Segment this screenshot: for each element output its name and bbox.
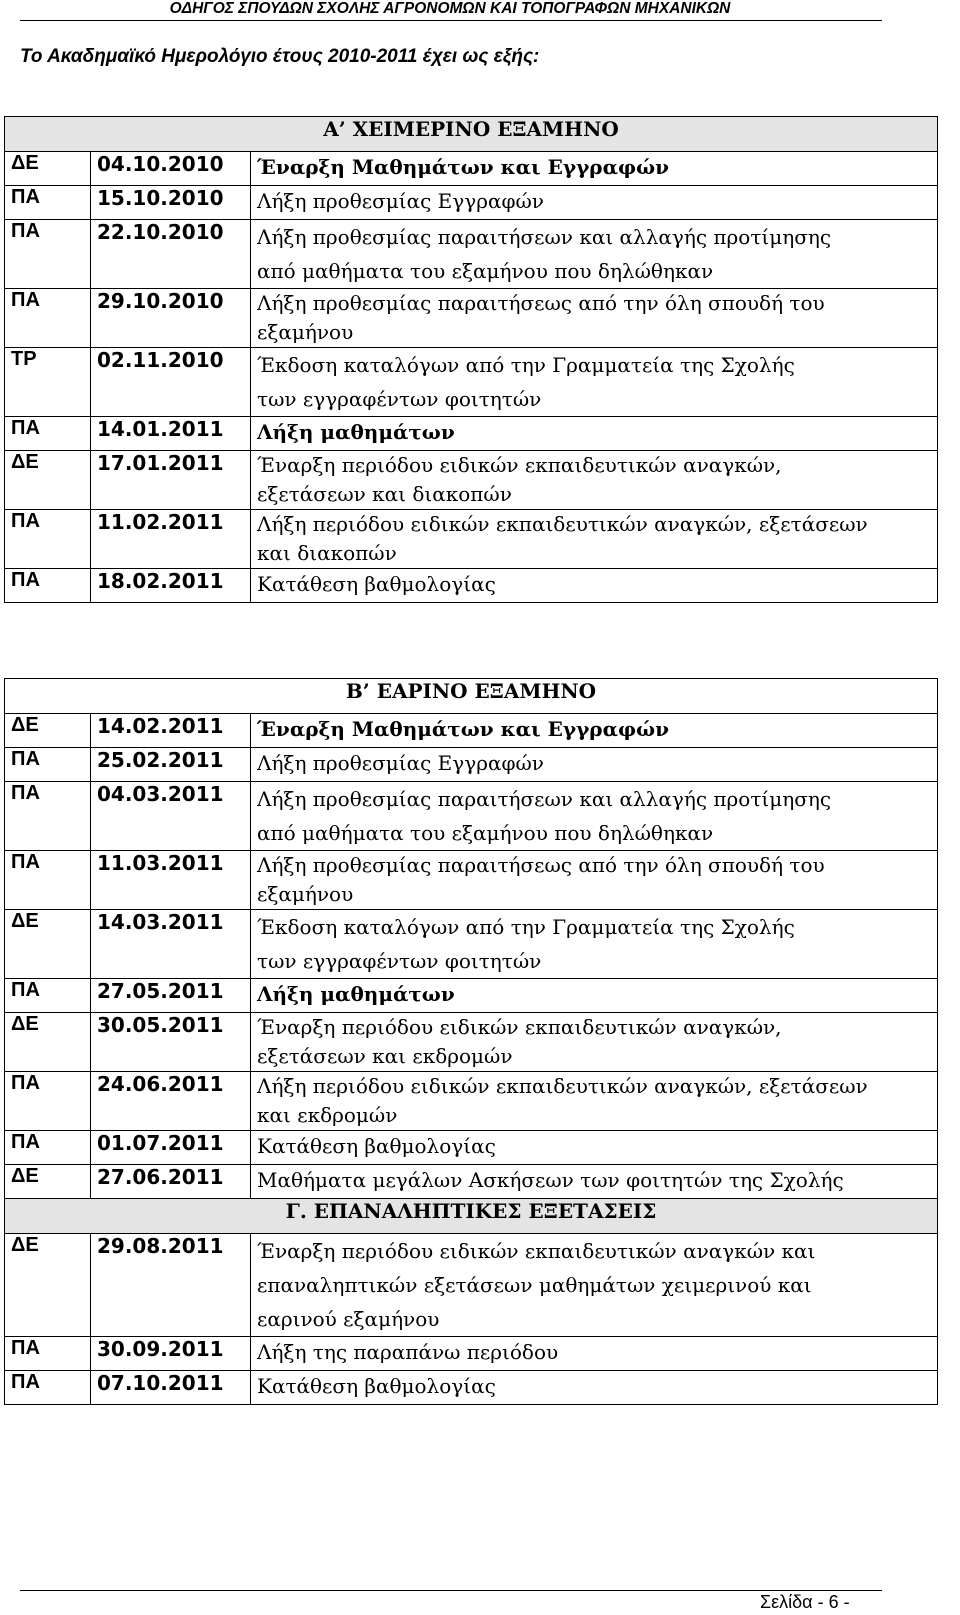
date-cell: 15.10.2010 — [91, 186, 251, 220]
weekday-cell: ΠΑ — [5, 510, 91, 569]
date-cell: 14.03.2011 — [91, 910, 251, 979]
event-cell — [251, 1013, 938, 1072]
event-line: Λήξη προθεσμίας παραιτήσεων και αλλαγής προτίμησης — [257, 787, 832, 811]
table-row — [5, 714, 938, 748]
weekday-cell: ΠΑ — [5, 1072, 91, 1131]
event-cell — [251, 1234, 938, 1337]
event-line: εαρινού εξαμήνου — [257, 1307, 440, 1331]
event-line: Έναρξη περιόδου ειδικών εκπαιδευτικών αναγκών, — [257, 453, 782, 477]
table-row — [5, 782, 938, 851]
event-cell — [251, 417, 938, 451]
semester-heading: Γ. ΕΠΑΝΑΛΗΠΤΙΚΕΣ ΕΞΕΤΑΣΕΙΣ — [5, 1199, 938, 1234]
weekday-cell: ΔΕ — [5, 451, 91, 510]
table-row — [5, 1234, 938, 1337]
weekday-cell: ΠΑ — [5, 1337, 91, 1371]
event-line: εξετάσεων και εκδρομών — [257, 1044, 513, 1068]
event-line: από μαθήματα του εξαμήνου που δηλώθηκαν — [257, 259, 714, 283]
event-cell — [251, 348, 938, 417]
page-number: Σελίδα - 6 - — [760, 1592, 850, 1612]
event-line: των εγγραφέντων φοιτητών — [257, 387, 542, 411]
table-row — [5, 1072, 938, 1131]
header-rule — [20, 20, 882, 21]
date-cell: 30.09.2011 — [91, 1337, 251, 1371]
event-line: Λήξη μαθημάτων — [257, 420, 455, 444]
event-line: Λήξη μαθημάτων — [257, 982, 455, 1006]
date-cell: 29.08.2011 — [91, 1234, 251, 1337]
weekday-cell: ΠΑ — [5, 1131, 91, 1165]
date-cell: 04.03.2011 — [91, 782, 251, 851]
date-cell: 22.10.2010 — [91, 220, 251, 289]
event-line: Λήξη περιόδου ειδικών εκπαιδευτικών αναγκών, εξετάσεων — [257, 512, 868, 536]
table-row — [5, 1013, 938, 1072]
table-row — [5, 417, 938, 451]
event-cell — [251, 910, 938, 979]
event-cell — [251, 220, 938, 289]
weekday-cell: ΠΑ — [5, 417, 91, 451]
event-cell — [251, 851, 938, 910]
date-cell: 18.02.2011 — [91, 569, 251, 603]
semester-heading: Α’ ΧΕΙΜΕΡΙΝΟ ΕΞΑΜΗΝΟ — [5, 117, 938, 152]
event-line: Λήξη προθεσμίας Εγγραφών — [257, 189, 544, 213]
event-cell — [251, 510, 938, 569]
event-cell — [251, 569, 938, 603]
footer-rule — [20, 1590, 882, 1591]
date-cell: 29.10.2010 — [91, 289, 251, 348]
event-cell — [251, 186, 938, 220]
event-line: Έναρξη Μαθημάτων και Εγγραφών — [257, 717, 670, 741]
event-line: Λήξη προθεσμίας παραιτήσεων και αλλαγής προτίμησης — [257, 225, 832, 249]
weekday-cell: ΠΑ — [5, 748, 91, 782]
table-row — [5, 569, 938, 603]
spring-semester-table — [4, 678, 938, 1405]
weekday-cell: ΠΑ — [5, 979, 91, 1013]
event-line: επαναληπτικών εξετάσεων μαθημάτων χειμερινού και — [257, 1273, 812, 1297]
event-cell — [251, 1337, 938, 1371]
event-line: εξαμήνου — [257, 882, 354, 906]
weekday-cell: ΔΕ — [5, 1013, 91, 1072]
table-row — [5, 979, 938, 1013]
semester-heading-row — [5, 117, 938, 152]
date-cell: 01.07.2011 — [91, 1131, 251, 1165]
date-cell: 30.05.2011 — [91, 1013, 251, 1072]
event-line: Έναρξη περιόδου ειδικών εκπαιδευτικών αναγκών, — [257, 1015, 782, 1039]
event-cell — [251, 152, 938, 186]
event-cell — [251, 451, 938, 510]
event-line: Κατάθεση βαθμολογίας — [257, 572, 496, 596]
table-row — [5, 152, 938, 186]
event-line: των εγγραφέντων φοιτητών — [257, 949, 542, 973]
event-line: Έναρξη Μαθημάτων και Εγγραφών — [257, 155, 670, 179]
table-row — [5, 220, 938, 289]
date-cell: 11.03.2011 — [91, 851, 251, 910]
date-cell: 11.02.2011 — [91, 510, 251, 569]
running-header: ΟΔΗΓΟΣ ΣΠΟΥΔΩΝ ΣΧΟΛΗΣ ΑΓΡΟΝΟΜΩΝ ΚΑΙ ΤΟΠΟΓΡΑΦΩΝ ΜΗΧΑΝΙΚΩΝ — [169, 0, 731, 17]
event-cell — [251, 979, 938, 1013]
event-cell — [251, 1165, 938, 1199]
winter-semester-table — [4, 116, 938, 603]
table-row — [5, 1371, 938, 1405]
table-row — [5, 289, 938, 348]
weekday-cell: ΠΑ — [5, 186, 91, 220]
table-row — [5, 748, 938, 782]
event-line: εξετάσεων και διακοπών — [257, 482, 512, 506]
event-cell — [251, 748, 938, 782]
event-line: Έναρξη περιόδου ειδικών εκπαιδευτικών αναγκών και — [257, 1239, 816, 1263]
weekday-cell: ΠΑ — [5, 289, 91, 348]
weekday-cell: ΔΕ — [5, 910, 91, 979]
table-row — [5, 910, 938, 979]
date-cell: 07.10.2011 — [91, 1371, 251, 1405]
weekday-cell: ΔΕ — [5, 714, 91, 748]
event-cell — [251, 1072, 938, 1131]
date-cell: 02.11.2010 — [91, 348, 251, 417]
event-line: Κατάθεση βαθμολογίας — [257, 1134, 496, 1158]
date-cell: 27.06.2011 — [91, 1165, 251, 1199]
date-cell: 25.02.2011 — [91, 748, 251, 782]
date-cell: 14.02.2011 — [91, 714, 251, 748]
table-row — [5, 1165, 938, 1199]
event-line: Έκδοση καταλόγων από την Γραμματεία της Σχολής — [257, 915, 795, 939]
event-cell — [251, 782, 938, 851]
event-line: Μαθήματα μεγάλων Ασκήσεων των φοιτητών της Σχολής — [257, 1168, 844, 1192]
weekday-cell: ΤΡ — [5, 348, 91, 417]
table-row — [5, 1131, 938, 1165]
date-cell: 17.01.2011 — [91, 451, 251, 510]
event-line: και εκδρομών — [257, 1103, 398, 1127]
table-row — [5, 348, 938, 417]
weekday-cell: ΔΕ — [5, 152, 91, 186]
table-row — [5, 851, 938, 910]
date-cell: 04.10.2010 — [91, 152, 251, 186]
event-line: από μαθήματα του εξαμήνου που δηλώθηκαν — [257, 821, 714, 845]
date-cell: 27.05.2011 — [91, 979, 251, 1013]
date-cell: 24.06.2011 — [91, 1072, 251, 1131]
weekday-cell: ΔΕ — [5, 1234, 91, 1337]
table-row — [5, 1337, 938, 1371]
weekday-cell: ΠΑ — [5, 569, 91, 603]
table-row — [5, 451, 938, 510]
event-line: Λήξη προθεσμίας παραιτήσεως από την όλη σπουδή του — [257, 853, 825, 877]
event-cell — [251, 1131, 938, 1165]
event-line: Κατάθεση βαθμολογίας — [257, 1374, 496, 1398]
semester-heading: Β’ ΕΑΡΙΝΟ ΕΞΑΜΗΝΟ — [5, 679, 938, 714]
table-row — [5, 510, 938, 569]
event-line: και διακοπών — [257, 541, 397, 565]
semester-heading-row — [5, 679, 938, 714]
event-line: εξαμήνου — [257, 320, 354, 344]
event-cell — [251, 289, 938, 348]
weekday-cell: ΠΑ — [5, 220, 91, 289]
table-row — [5, 186, 938, 220]
weekday-cell: ΠΑ — [5, 782, 91, 851]
weekday-cell: ΔΕ — [5, 1165, 91, 1199]
event-line: Λήξη περιόδου ειδικών εκπαιδευτικών αναγκών, εξετάσεων — [257, 1074, 868, 1098]
semester-heading-row — [5, 1199, 938, 1234]
calendar-intro-heading: Το Ακαδημαϊκό Ημερολόγιο έτους 2010-2011 έχει ως εξής: — [20, 46, 540, 67]
weekday-cell: ΠΑ — [5, 851, 91, 910]
event-line: Λήξη προθεσμίας Εγγραφών — [257, 751, 544, 775]
event-line: Λήξη προθεσμίας παραιτήσεως από την όλη σπουδή του — [257, 291, 825, 315]
event-cell — [251, 714, 938, 748]
date-cell: 14.01.2011 — [91, 417, 251, 451]
weekday-cell: ΠΑ — [5, 1371, 91, 1405]
event-line: Λήξη της παραπάνω περιόδου — [257, 1340, 559, 1364]
event-line: Έκδοση καταλόγων από την Γραμματεία της Σχολής — [257, 353, 795, 377]
event-cell — [251, 1371, 938, 1405]
